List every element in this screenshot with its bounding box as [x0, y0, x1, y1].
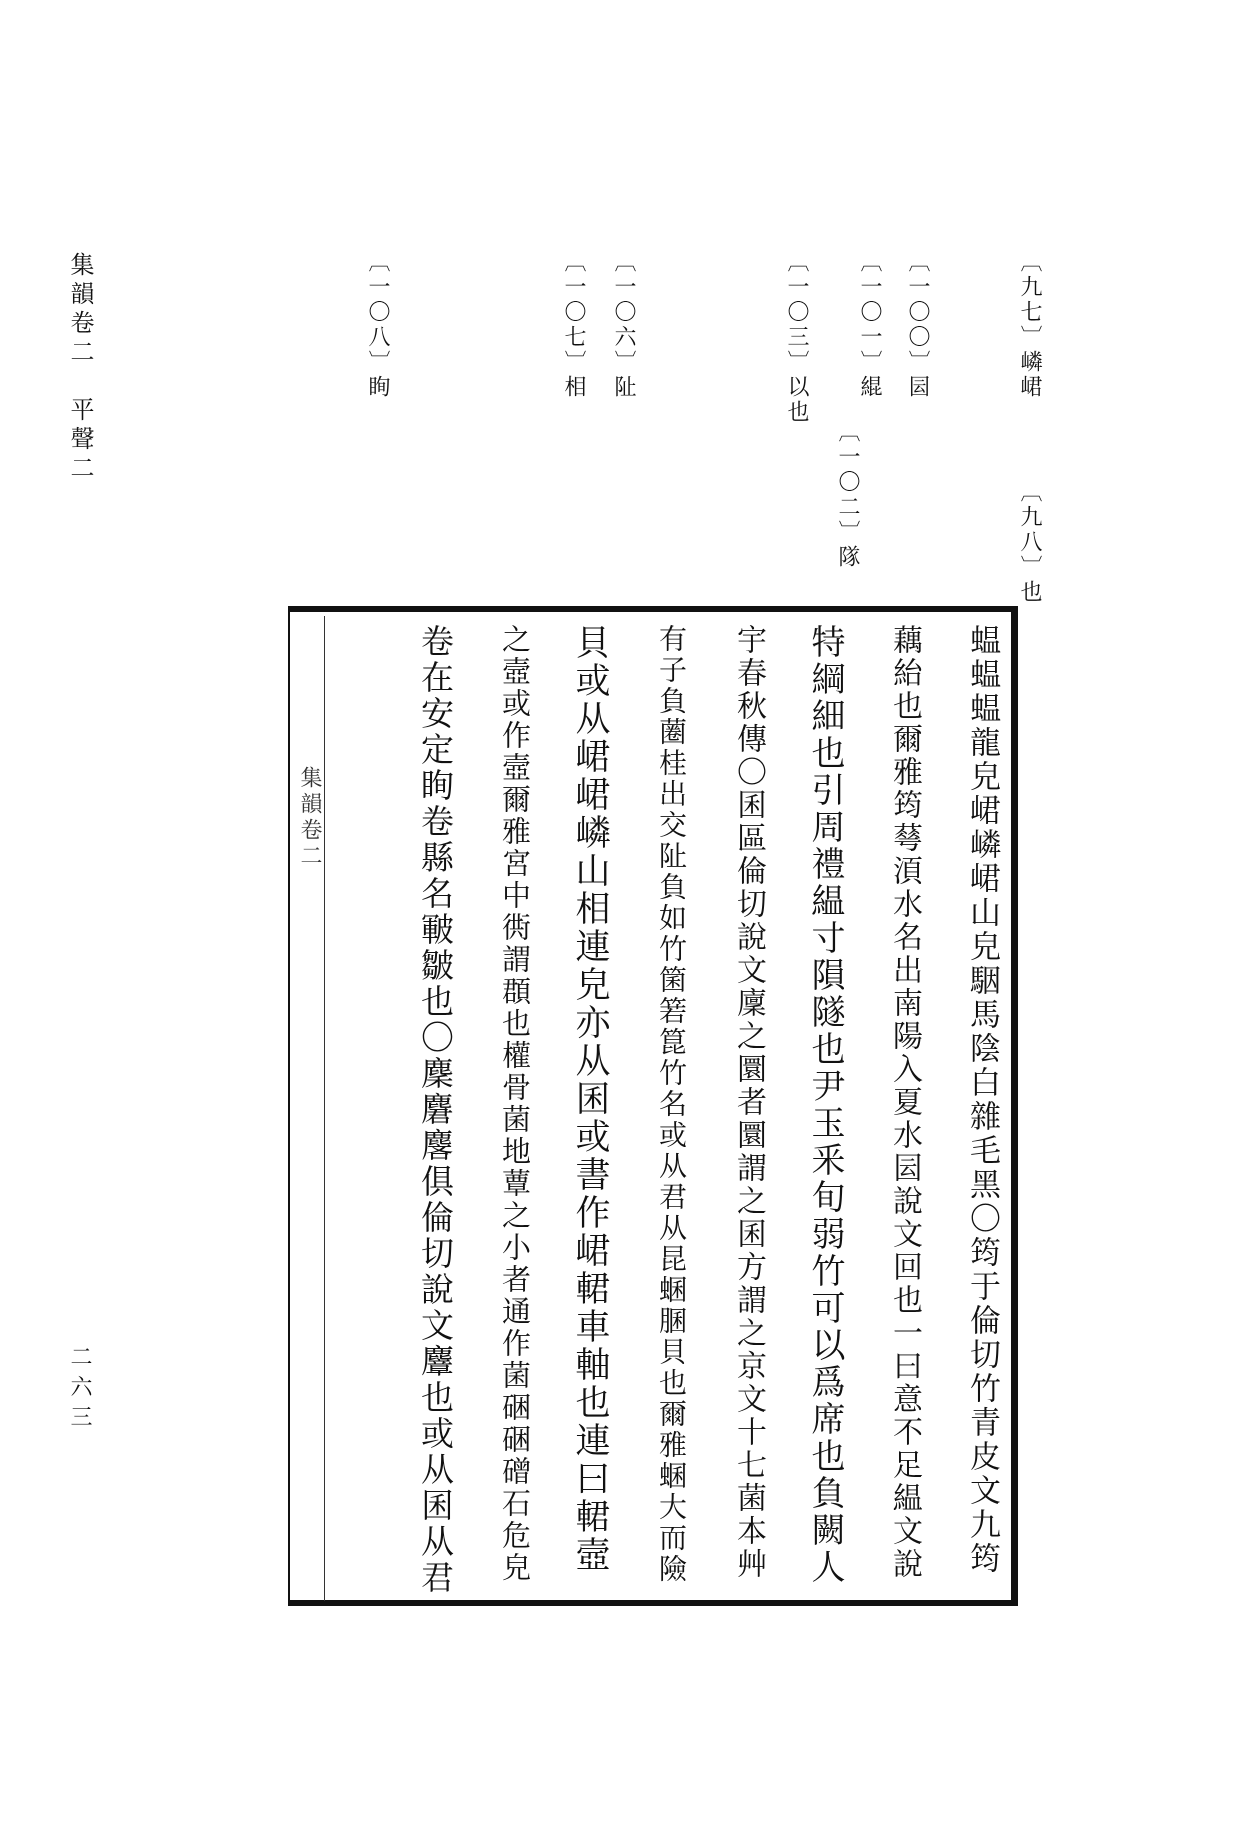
- column-text: 之壼或作壼爾雅宮中衖謂頵也權骨菌地蕈之小者通作菌硱硱磳石危皃: [498, 624, 532, 1584]
- collation-note-101: 〔一〇一〕緄: [857, 250, 882, 400]
- text-column-3: [772, 624, 848, 1596]
- text-column-4: [694, 624, 770, 1596]
- collation-note-102: 〔一〇二〕隊: [835, 420, 860, 570]
- column-text: 宇春秋傳〇囷區倫切說文廩之圜者圜謂之囷方謂之京文十七菌本艸: [731, 624, 766, 1581]
- column-text: 藕紿也爾雅筠䔢湏水名出南陽入夏水囩說文回也一曰意不足緼文說: [887, 624, 922, 1581]
- collation-note-107: 〔一〇七〕相: [561, 250, 586, 400]
- column-text: 貝或从峮峮嶙山相連皃亦从囷或書作峮輑車軸也連曰輑壼: [570, 624, 610, 1574]
- text-block: [288, 606, 1018, 1606]
- text-column-5: [616, 624, 692, 1596]
- text-column-2: [850, 624, 926, 1596]
- text-column-8: [382, 624, 458, 1596]
- collation-note-98: 〔九八〕也: [1017, 480, 1042, 605]
- collation-note-97: 〔九七〕嶙峮: [1017, 250, 1042, 400]
- column-text: 蝹蝹蝹龍皃峮嶙峮山皃駰馬陰白雜毛黑〇筠于倫切竹青皮文九筠: [964, 624, 1000, 1576]
- column-text: 卷在安定眴卷縣名皸皺也〇麇麏麐俱倫切說文麞也或从囷从君: [416, 624, 455, 1596]
- collation-note-106: 〔一〇六〕阯: [611, 250, 636, 400]
- left-rule: [288, 612, 290, 1600]
- running-header: 集韻卷二 平聲二: [66, 252, 94, 484]
- text-column-6: [538, 624, 614, 1596]
- collation-note-108: 〔一〇八〕眴: [365, 250, 390, 400]
- collation-note-103: 〔一〇三〕以也: [784, 250, 809, 425]
- column-text: 有子負蔨桂出交阯負如竹箘箬箟竹名或从君从昆蜠䐃貝也爾雅蜠大而險: [655, 624, 688, 1585]
- column-text: 特綱細也引周禮緼寸隕隧也尹玉釆旬弱竹可以爲席也負闕人: [805, 624, 845, 1586]
- block-margin: [296, 616, 325, 1601]
- margin-label: 集韻卷二: [297, 766, 322, 870]
- page-number: 二六三: [67, 1345, 92, 1435]
- text-column-7: [460, 624, 536, 1596]
- collation-note-100: 〔一〇〇〕囩: [905, 250, 930, 400]
- text-column-1: [928, 624, 1004, 1596]
